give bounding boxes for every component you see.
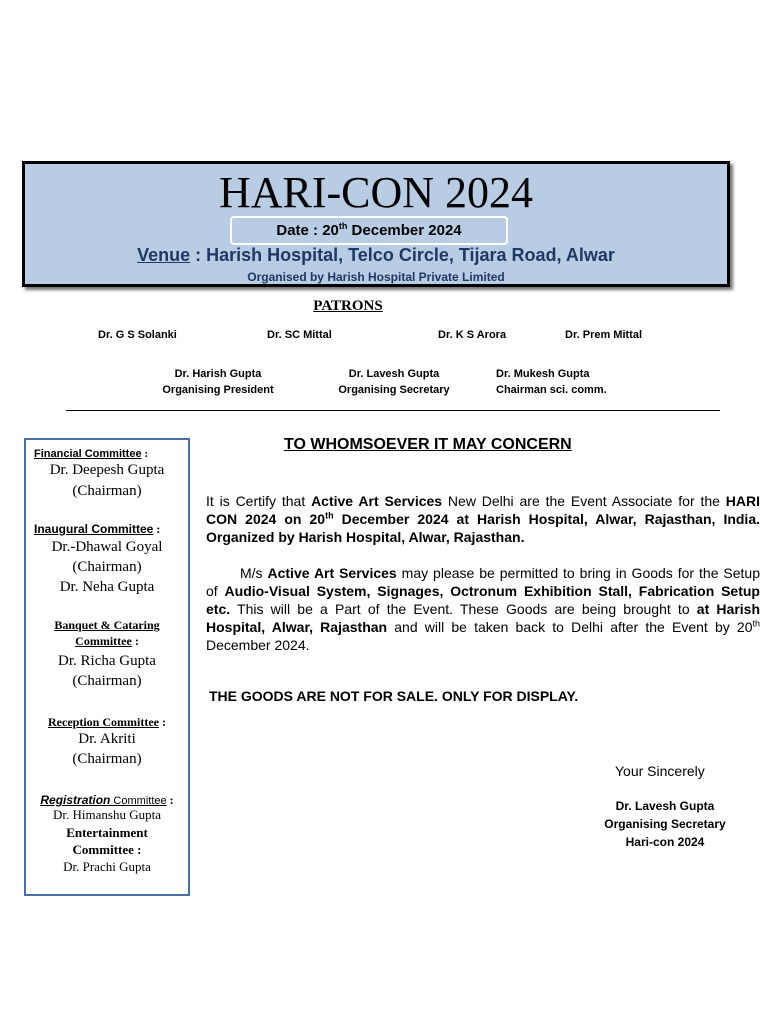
not-for-sale-notice: THE GOODS ARE NOT FOR SALE. ONLY FOR DISPLAY. xyxy=(209,688,579,704)
entertainment-committee-heading: Entertainment xyxy=(66,825,148,840)
banquet-committee-heading: Banquet & Cataring Committee : xyxy=(54,618,160,648)
banquet-committee-role: (Chairman) xyxy=(72,673,142,689)
signatory-name: Dr. Lavesh Gupta xyxy=(615,799,715,813)
event-title: HARI-CON 2024 xyxy=(218,168,534,217)
banquet-committee-name: Dr. Richa Gupta xyxy=(58,653,156,669)
signatory-role: Organising Secretary xyxy=(604,817,726,831)
divider-line xyxy=(66,410,720,411)
patron-name: Dr. Prem Mittal xyxy=(565,329,643,341)
committees-sidebar xyxy=(24,438,190,896)
inaugural-committee-name: Dr. Neha Gupta xyxy=(59,579,155,595)
event-header-banner xyxy=(22,161,730,287)
event-date: Date : 20th December 2024 xyxy=(230,216,508,245)
inaugural-committee-role: (Chairman) xyxy=(72,559,142,575)
patron-chairman: Dr. Mukesh Gupta Chairman sci. comm. xyxy=(496,368,607,396)
letter-paragraph-2: M/s Active Art Services may please be permitted to bring in Goods for the Setup of Audio-Visual System, Signages, Octronum Exhibition Stall, Fabrication Setup etc. This will be a Part of the Event. These Goods are being brought to at Harish Hospital, Alwar, Rajasthan and will be taken back to Delhi after the Event by 20th December 2024. xyxy=(206,565,761,653)
signature-block xyxy=(604,797,726,851)
registration-committee-name: Dr. Himanshu Gupta xyxy=(53,807,161,822)
entertainment-committee-name: Dr. Prachi Gupta xyxy=(63,859,151,874)
event-venue: Venue : Harish Hospital, Telco Circle, Tijara Road, Alwar xyxy=(137,245,615,265)
patron-name: Dr. K S Arora xyxy=(438,329,507,341)
letter-heading: TO WHOMSOEVER IT MAY CONCERN xyxy=(284,436,572,453)
inaugural-committee-heading: Inaugural Committee : xyxy=(34,522,161,536)
patrons-heading: PATRONS xyxy=(313,298,383,314)
closing-salutation: Your Sincerely xyxy=(615,763,705,779)
financial-committee-role: (Chairman) xyxy=(72,483,142,499)
financial-committee-heading: Financial Committee : xyxy=(34,448,148,460)
letter-paragraph-1: It is Certify that Active Art Services New Delhi are the Event Associate for the HARI CON 2024 on 20th December 2024 at Harish Hospital, Alwar, Rajasthan, India. Organized by Harish Hospital, Alwar, Rajasthan. xyxy=(206,493,761,545)
event-organiser: Organised by Harish Hospital Private Limited xyxy=(247,270,505,284)
entertainment-committee-heading: Committee : xyxy=(72,842,142,857)
reception-committee-role: (Chairman) xyxy=(72,751,142,767)
signatory-event: Hari-con 2024 xyxy=(625,835,705,849)
financial-committee-name: Dr. Deepesh Gupta xyxy=(49,462,165,478)
patron-name: Dr. SC Mittal xyxy=(267,329,332,341)
patron-name: Dr. G S Solanki xyxy=(98,329,177,341)
patron-president: Dr. Harish Gupta Organising President xyxy=(162,368,274,396)
reception-committee-name: Dr. Akriti xyxy=(78,731,136,747)
registration-committee-heading: Registration Committee : xyxy=(40,793,174,807)
reception-committee-heading: Reception Committee : xyxy=(48,715,166,729)
inaugural-committee-name: Dr.-Dhawal Goyal xyxy=(51,539,163,555)
patron-secretary: Dr. Lavesh Gupta Organising Secretary xyxy=(338,368,450,396)
